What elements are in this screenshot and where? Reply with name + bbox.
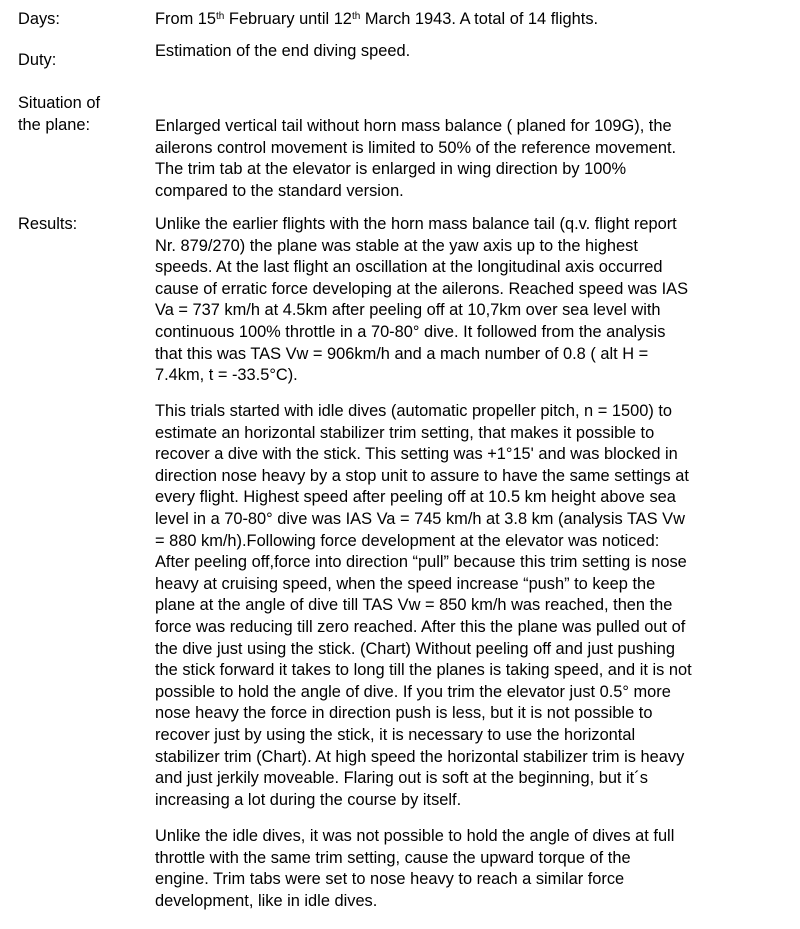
results-line: the dive just using the stick. (Chart) Without peeling off and just pushing xyxy=(155,639,675,658)
days-superscript: th xyxy=(216,11,225,22)
situation-line: compared to the standard version. xyxy=(155,181,404,200)
results-line: possible to hold the angle of dive. If you trim the elevator just 0.5° more xyxy=(155,682,671,701)
results-line: recover just by using the stick, it is necessary to use the horizontal xyxy=(155,725,636,744)
results-line: heavy at cruising speed, when the speed increase “push” to keep the xyxy=(155,574,656,593)
results-line: Unlike the earlier flights with the horn mass balance tail (q.v. flight report xyxy=(155,215,677,233)
results-line: that this was TAS Vw = 906km/h and a mach number of 0.8 ( alt H = xyxy=(155,344,649,363)
situation-label-line: Situation of xyxy=(18,94,101,112)
situation-label-line: the plane: xyxy=(18,115,90,134)
results-line: every flight. Highest speed after peeling off at 10.5 km height above sea xyxy=(155,488,676,507)
results-line: plane at the angle of dive till TAS Vw = 850 km/h was reached, then the xyxy=(155,596,673,615)
results-line: continuous 100% throttle in a 70-80° dive. It followed from the analysis xyxy=(155,322,666,341)
results-paragraph-2 xyxy=(155,401,795,811)
results-line: cause of erratic force developing at the ailerons. Reached speed was IAS xyxy=(155,279,689,298)
days-text-part: February until 12 xyxy=(224,10,352,28)
results-line: throttle with the same trim setting, cause the upward torque of the xyxy=(155,848,631,867)
days-text xyxy=(155,9,795,31)
results-line: and just jerkily moveable. Flaring out is soft at the beginning, but it´s xyxy=(155,769,648,788)
results-line: recover a dive with the stick. This setting was +1°15' and was blocked in xyxy=(155,445,678,464)
situation-text xyxy=(155,116,795,202)
results-line: = 880 km/h).Following force development at the elevator was noticed: xyxy=(155,531,660,550)
results-line: stabilizer trim (Chart). At high speed the horizontal stabilizer trim is heavy xyxy=(155,747,685,766)
results-line: increasing a lot during the course by itself. xyxy=(155,790,462,809)
duty-label: Duty: xyxy=(18,51,57,69)
results-line: engine. Trim tabs were set to nose heavy to reach a similar force xyxy=(155,870,625,889)
results-line: direction nose heavy by a stop unit to assure to have the same settings at xyxy=(155,466,689,485)
results-line: This trials started with idle dives (automatic propeller pitch, n = 1500) to xyxy=(155,402,673,420)
results-line: level in a 70-80° dive was IAS Va = 745 km/h at 3.8 km (analysis TAS Vw xyxy=(155,509,685,528)
duty-text: Estimation of the end diving speed. xyxy=(155,42,411,60)
results-paragraph-3 xyxy=(155,826,795,912)
results-line: development, like in idle dives. xyxy=(155,891,378,910)
results-line: estimate an horizontal stabilizer trim setting, that makes it possible to xyxy=(155,423,655,442)
results-line: speeds. At the last flight an oscillation at the longitudinal axis occurred xyxy=(155,258,663,277)
results-paragraph-1 xyxy=(155,214,795,387)
situation-label xyxy=(18,93,100,136)
situation-line: The trim tab at the elevator is enlarged in wing direction by 100% xyxy=(155,160,627,179)
results-line: Va = 737 km/h at 4.5km after peeling off at 10,7km over sea level with xyxy=(155,301,661,320)
results-line: force was reducing till zero reached. After this the plane was pulled out of xyxy=(155,617,686,636)
days-superscript: th xyxy=(351,11,361,22)
results-line: nose heavy the force in direction push is less, but it is not possible to xyxy=(155,704,653,723)
days-text-part: March 1943. A total of 14 flights. xyxy=(360,10,599,28)
days-label: Days: xyxy=(18,10,60,28)
situation-line: Enlarged vertical tail without horn mass balance ( planed for 109G), the xyxy=(155,117,672,135)
results-label: Results: xyxy=(18,215,78,233)
results-line: After peeling off,force into direction “pull” because this trim setting is nose xyxy=(155,553,687,572)
results-line: the stick forward it takes to long till the planes is taking speed, and it is not xyxy=(155,661,692,680)
days-text-part: From 15 xyxy=(155,10,217,28)
results-line: Nr. 879/270) the plane was stable at the yaw axis up to the highest xyxy=(155,236,638,255)
results-line: Unlike the idle dives, it was not possible to hold the angle of dives at full xyxy=(155,827,675,845)
results-line: 7.4km, t = -33.5°C). xyxy=(155,366,298,385)
situation-line: ailerons control movement is limited to 50% of the reference movement. xyxy=(155,138,677,157)
